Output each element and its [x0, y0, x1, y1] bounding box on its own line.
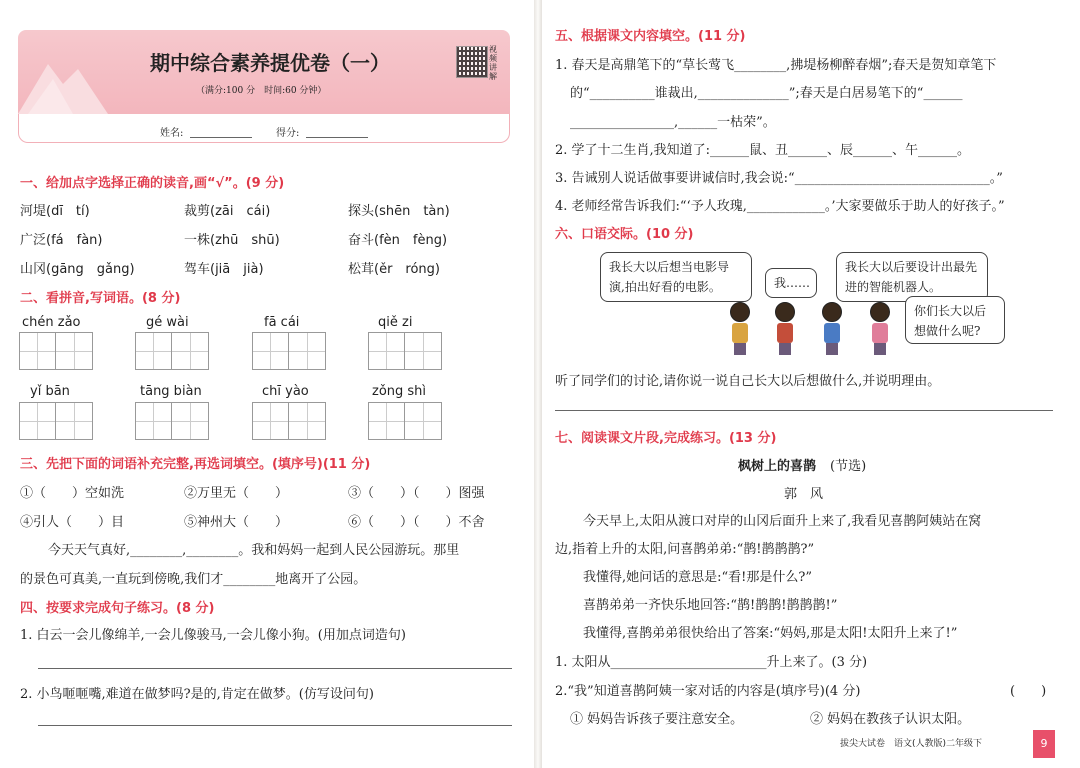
section-4-title: 四、按要求完成句子练习。(8 分): [20, 601, 215, 616]
answer-line[interactable]: [38, 668, 512, 669]
question: 2. 小鸟咂咂嘴,难道在做梦吗?是的,肯定在做梦。(仿写设问句): [20, 687, 374, 702]
name-field[interactable]: [190, 137, 252, 138]
speech-bubble: 我长大以后要设计出最先进的智能机器人。: [836, 252, 988, 302]
child-figure-icon: [822, 302, 842, 356]
pinyin-label: fā cái: [264, 315, 300, 330]
section-7-title: 七、阅读课文片段,完成练习。(13 分): [555, 431, 777, 446]
speech-bubble: 我长大以后想当电影导演,拍出好看的电影。: [600, 252, 752, 302]
question[interactable]: 1. 太阳从________________________升上来了。(3 分): [555, 655, 868, 670]
article-note: (节选): [830, 459, 867, 474]
fill-text[interactable]: 4. 老师经常告诉我们:“‘予人玫瑰,____________。’大家要做乐于助人的好孩子。”: [555, 199, 1005, 214]
char-grid[interactable]: [19, 402, 93, 440]
fill-text[interactable]: ________________,______一枯荣”。: [570, 115, 776, 130]
score-label: 得分:: [276, 128, 300, 139]
speech-bubble: 我……: [765, 268, 817, 298]
idiom-item[interactable]: ①（ ）空如洗: [20, 486, 125, 501]
speech-bubble: 你们长大以后想做什么呢?: [905, 296, 1005, 344]
idiom-item[interactable]: ⑥（ ）（ ）不舍: [348, 515, 485, 530]
fill-text[interactable]: 1. 春天是高鼎笔下的“草长莺飞________,拂堤杨柳醉春烟”;春天是贺知章笔下: [555, 58, 997, 73]
child-figure-icon: [775, 302, 795, 356]
name-label: 姓名:: [160, 128, 184, 139]
article-author: 郭 风: [784, 487, 824, 502]
option[interactable]: ① 妈妈告诉孩子要注意安全。: [570, 712, 744, 727]
pinyin-choice[interactable]: 探头(shēn tàn): [348, 204, 450, 219]
section-1-title: 一、给加点字选择正确的读音,画“√”。(9 分): [20, 176, 285, 191]
article-paragraph: 边,指着上升的太阳,问喜鹊弟弟:“鹊!鹊鹊鹊?”: [555, 542, 815, 557]
qr-label: 视频讲解: [489, 45, 497, 81]
pinyin-label: zǒng shì: [372, 384, 427, 399]
answer-paren[interactable]: ( ): [1010, 684, 1047, 699]
char-grid[interactable]: [368, 402, 442, 440]
answer-line[interactable]: [555, 410, 1053, 411]
section-2-title: 二、看拼音,写词语。(8 分): [20, 291, 181, 306]
article-title: 枫树上的喜鹊: [738, 459, 817, 474]
fill-text[interactable]: 的“__________谁裁出,______________”;春天是白居易笔下的“______: [570, 86, 963, 101]
char-grid[interactable]: [252, 332, 326, 370]
article-paragraph: 我懂得,喜鹊弟弟很快给出了答案:“妈妈,那是太阳!太阳升上来了!”: [583, 626, 958, 641]
idiom-item[interactable]: ④引人（ ）目: [20, 515, 125, 530]
char-grid[interactable]: [135, 332, 209, 370]
page-number: 9: [1033, 730, 1055, 758]
exam-title: 期中综合素养提优卷（一）: [150, 51, 390, 75]
fill-paragraph[interactable]: 今天天气真好,________,________。我和妈妈一起到人民公园游玩。那里: [48, 543, 460, 558]
idiom-item[interactable]: ⑤神州大（ ）: [184, 515, 289, 530]
pinyin-label: chén zǎo: [22, 315, 81, 330]
footer-brand: 拔尖大试卷 语文(人教版)二年级下: [840, 739, 983, 749]
fill-text[interactable]: 3. 告诫别人说话做事要讲诚信时,我会说:“______________________________。”: [555, 171, 1003, 186]
section-3-title: 三、先把下面的词语补充完整,再选词填空。(填序号)(11 分): [20, 457, 371, 472]
page-fold: [534, 0, 542, 768]
name-score-bar: [18, 114, 510, 143]
idiom-item[interactable]: ③（ ）（ ）图强: [348, 486, 485, 501]
section-5-title: 五、根据课文内容填空。(11 分): [555, 29, 746, 44]
fill-text[interactable]: 2. 学了十二生肖,我知道了:______鼠、丑______、辰______、午______。: [555, 143, 971, 158]
char-grid[interactable]: [135, 402, 209, 440]
answer-line[interactable]: [38, 725, 512, 726]
exam-subtitle: （满分:100 分 时间:60 分钟）: [196, 86, 327, 96]
article-paragraph: 喜鹊弟弟一齐快乐地回答:“鹊!鹊鹊!鹊鹊鹊!”: [583, 598, 838, 613]
option[interactable]: ② 妈妈在教孩子认识太阳。: [810, 712, 971, 727]
pinyin-choice[interactable]: 山冈(gāng gǎng): [20, 262, 135, 277]
pinyin-choice[interactable]: 松茸(ěr róng): [348, 262, 440, 277]
child-figure-icon: [870, 302, 890, 356]
article-paragraph: 今天早上,太阳从渡口对岸的山冈后面升上来了,我看见喜鹊阿姨站在窝: [583, 514, 982, 529]
pinyin-choice[interactable]: 河堤(dī tí): [20, 204, 90, 219]
pinyin-label: qiě zi: [378, 315, 413, 330]
article-paragraph: 我懂得,她问话的意思是:“看!那是什么?”: [583, 570, 812, 585]
pinyin-label: yǐ bān: [30, 384, 70, 399]
char-grid[interactable]: [252, 402, 326, 440]
pinyin-label: gé wài: [146, 315, 189, 330]
pinyin-label: chī yào: [262, 384, 309, 399]
pinyin-label: tāng biàn: [140, 384, 202, 399]
mountain-decoration-icon: [18, 44, 108, 114]
child-figure-icon: [730, 302, 750, 356]
section-6-title: 六、口语交际。(10 分): [555, 227, 694, 242]
pinyin-choice[interactable]: 裁剪(zāi cái): [184, 204, 271, 219]
question: 1. 白云一会儿像绵羊,一会儿像骏马,一会儿像小狗。(用加点词造句): [20, 628, 406, 643]
char-grid[interactable]: [368, 332, 442, 370]
fill-paragraph[interactable]: 的景色可真美,一直玩到傍晚,我们才________地离开了公园。: [20, 572, 367, 587]
speaking-prompt: 听了同学们的讨论,请你说一说自己长大以后想做什么,并说明理由。: [555, 374, 941, 389]
qr-code-icon[interactable]: [456, 46, 488, 78]
score-field[interactable]: [306, 137, 368, 138]
idiom-item[interactable]: ②万里无（ ）: [184, 486, 289, 501]
pinyin-choice[interactable]: 一株(zhū shū): [184, 233, 280, 248]
pinyin-choice[interactable]: 奋斗(fèn fèng): [348, 233, 448, 248]
char-grid[interactable]: [19, 332, 93, 370]
question: 2.“我”知道喜鹊阿姨一家对话的内容是(填序号)(4 分): [555, 684, 861, 699]
pinyin-choice[interactable]: 驾车(jiā jià): [184, 262, 264, 277]
pinyin-choice[interactable]: 广泛(fá fàn): [20, 233, 103, 248]
